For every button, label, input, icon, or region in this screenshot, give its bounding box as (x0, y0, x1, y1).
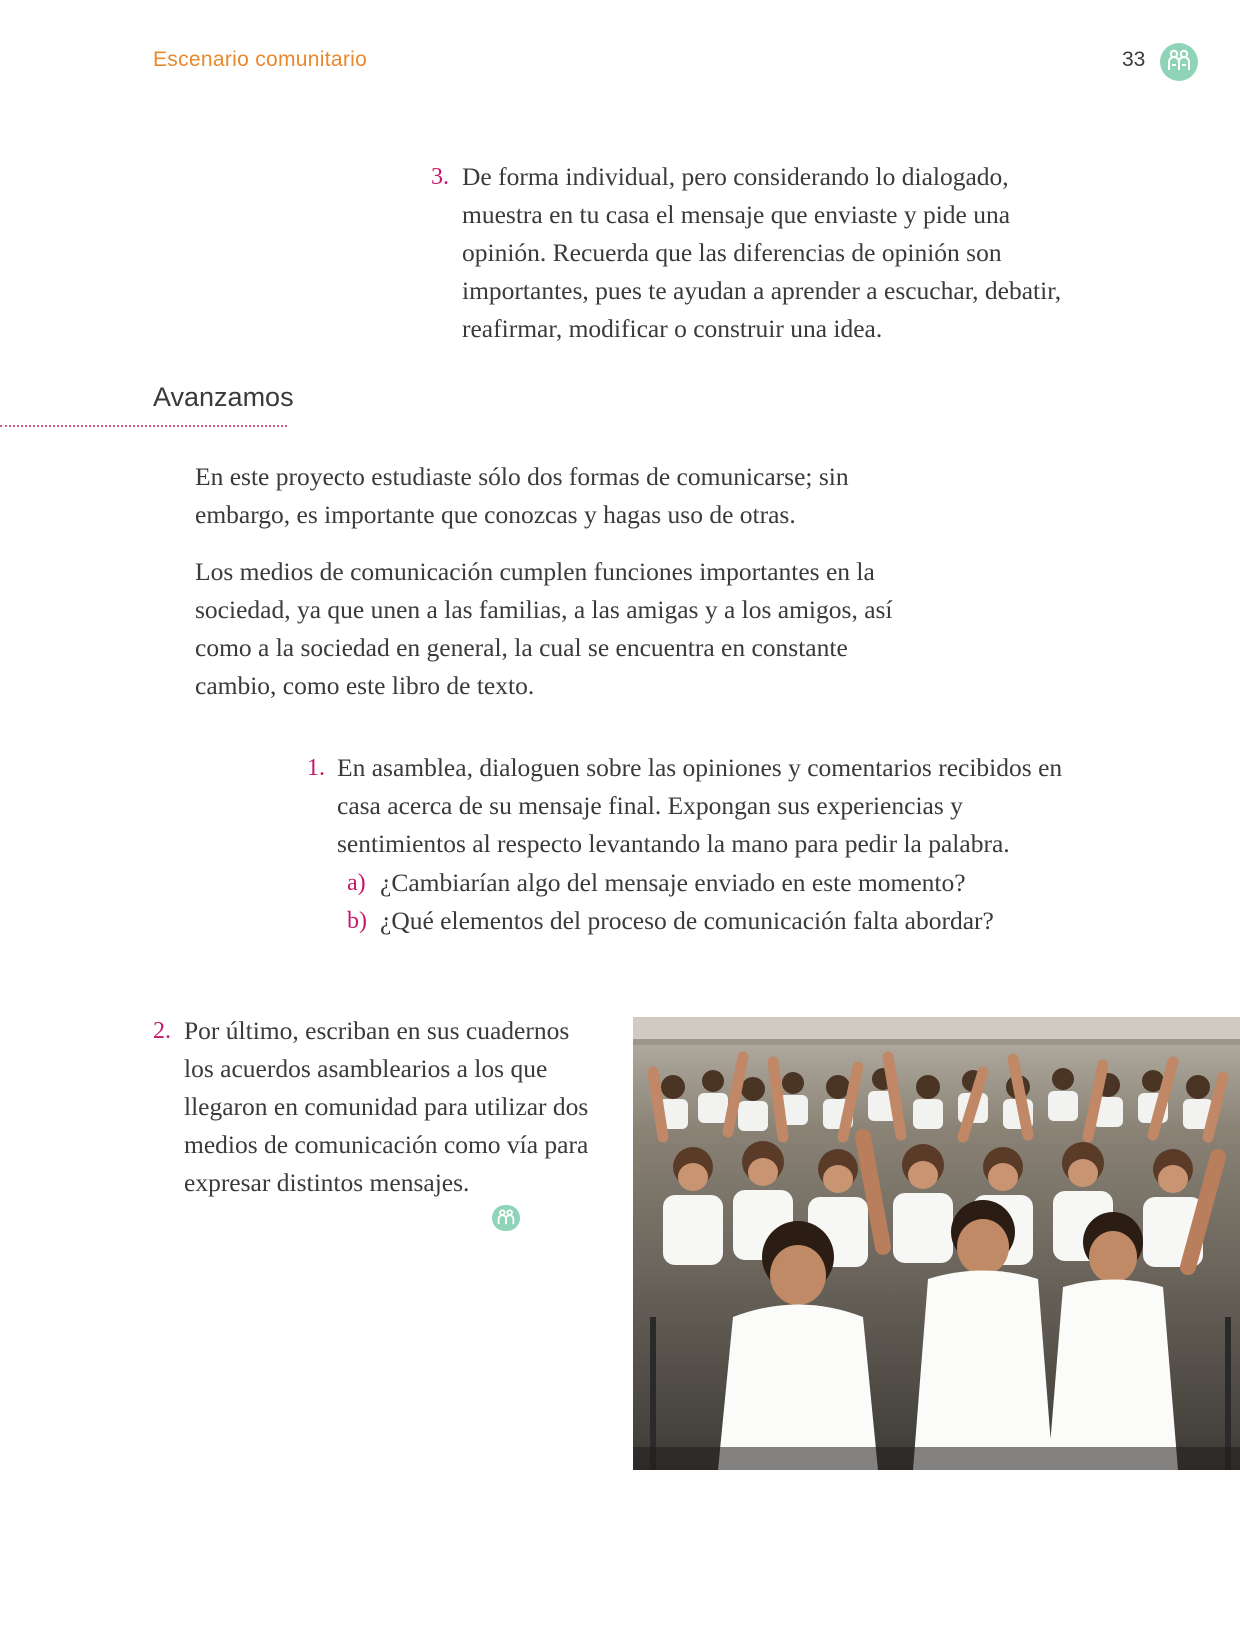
subitem-letter: a) (347, 870, 366, 896)
intro-paragraph: En este proyecto estudiaste sólo dos formas de comunicarse; sin embargo, es importante que conozcas y hagas uso de otras. (195, 462, 849, 529)
community-icon (1160, 43, 1198, 81)
subitem-letter: b) (347, 908, 367, 934)
activity-item-2 (153, 1012, 604, 1202)
item-number: 1. (307, 755, 325, 781)
item-text: De forma individual, pero considerando lo dialogado, muestra en tu casa el mensaje que enviaste y pide una opinión. Recuerda que las diferencias de opinión son importantes, pues te ayudan a aprender a escuchar, debatir, reafirmar, modificar o construir una idea. (462, 162, 1062, 343)
community-icon (492, 1205, 520, 1231)
item-text: En asamblea, dialoguen sobre las opiniones y comentarios recibidos en casa acerca de su mensaje final. Expongan sus experiencias y sentimientos al respecto levantando la mano para pedir la palabra. (337, 753, 1063, 858)
media-paragraph: Los medios de comunicación cumplen funciones importantes en la sociedad, ya que unen a las familias, a las amigas y a los amigos, así como a la sociedad en general, la cual se encuentra en constante cambio, como este libro de texto. (195, 557, 893, 700)
item-number: 3. (431, 164, 449, 190)
section-heading: Avanzamos (153, 382, 294, 412)
subitem-text: ¿Cambiarían algo del mensaje enviado en este momento? (380, 868, 966, 897)
header-title: Escenario comunitario (153, 48, 368, 71)
item-text: Por último, escriban en sus cuadernos los acuerdos asamblearios a los que llegaron en comunidad para utilizar dos medios de comunicación como vía para expresar distintos mensajes. (184, 1016, 589, 1197)
activity-item-1 (307, 749, 1097, 863)
students-raising-hands-photo (633, 1017, 1240, 1470)
item-number: 2. (153, 1018, 171, 1044)
subitem-a (347, 864, 1080, 902)
section-divider (0, 425, 287, 427)
subitem-b (347, 902, 1080, 940)
page-number: 33 (1122, 48, 1146, 71)
activity-item-3 (431, 158, 1082, 348)
subitem-text: ¿Qué elementos del proceso de comunicación falta abordar? (380, 906, 994, 935)
